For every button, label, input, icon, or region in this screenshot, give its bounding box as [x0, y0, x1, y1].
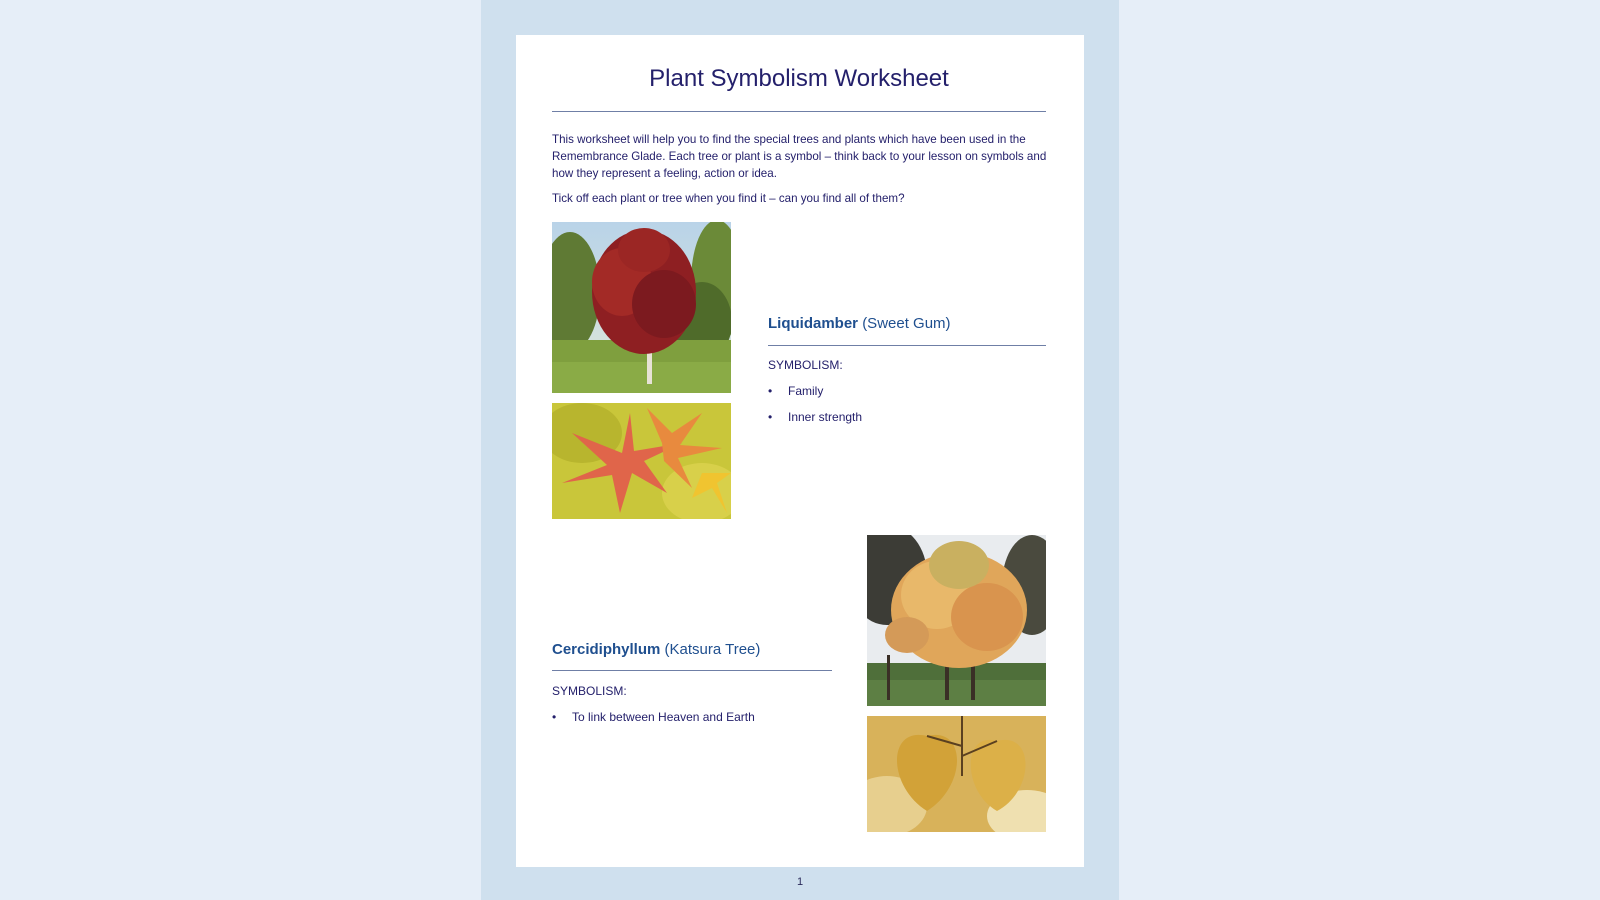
bullet-icon: •: [768, 384, 773, 398]
page-title: Plant Symbolism Worksheet: [649, 65, 949, 92]
cercidiphyllum-common-name: (Katsura Tree): [664, 641, 761, 658]
title-divider: [552, 111, 1046, 112]
instruction-paragraph: Tick off each plant or tree when you find it – can you find all of them?: [552, 192, 905, 205]
bullet-icon: •: [552, 710, 557, 724]
worksheet-page: [516, 35, 1084, 867]
cercidiphyllum-symbolism-label: SYMBOLISM:: [552, 684, 627, 698]
list-item: • To link between Heaven and Earth: [552, 710, 755, 724]
liquidamber-symbolism-list: [768, 383, 862, 435]
bullet-icon: •: [768, 410, 773, 424]
cercidiphyllum-latin-name: Cercidiphyllum: [552, 641, 661, 658]
liquidamber-latin-name: Liquidamber: [768, 315, 859, 332]
liquidamber-divider: [768, 345, 1046, 346]
liquidamber-tree-photo: [552, 222, 731, 393]
cercidiphyllum-symbolism-list: [552, 709, 755, 735]
page-number: 1: [796, 876, 804, 888]
liquidamber-leaves-photo: [552, 403, 731, 519]
intro-paragraph: This worksheet will help you to find the special trees and plants which have been used in the Remembrance Glade. Each tree or plant is a symbol – think back to your lesson on symbols and how they represent a feeling, action or idea.: [552, 133, 1047, 180]
liquidamber-symbolism-label: SYMBOLISM:: [768, 358, 843, 372]
cercidiphyllum-heading: [552, 641, 760, 658]
liquidamber-heading: [768, 315, 951, 332]
liquidamber-common-name: (Sweet Gum): [862, 315, 951, 332]
list-item: • Inner strength: [768, 410, 863, 424]
katsura-leaves-photo: [867, 716, 1046, 832]
katsura-tree-photo: [867, 535, 1046, 706]
list-item: • Family: [768, 384, 824, 398]
cercidiphyllum-divider: [552, 670, 832, 671]
